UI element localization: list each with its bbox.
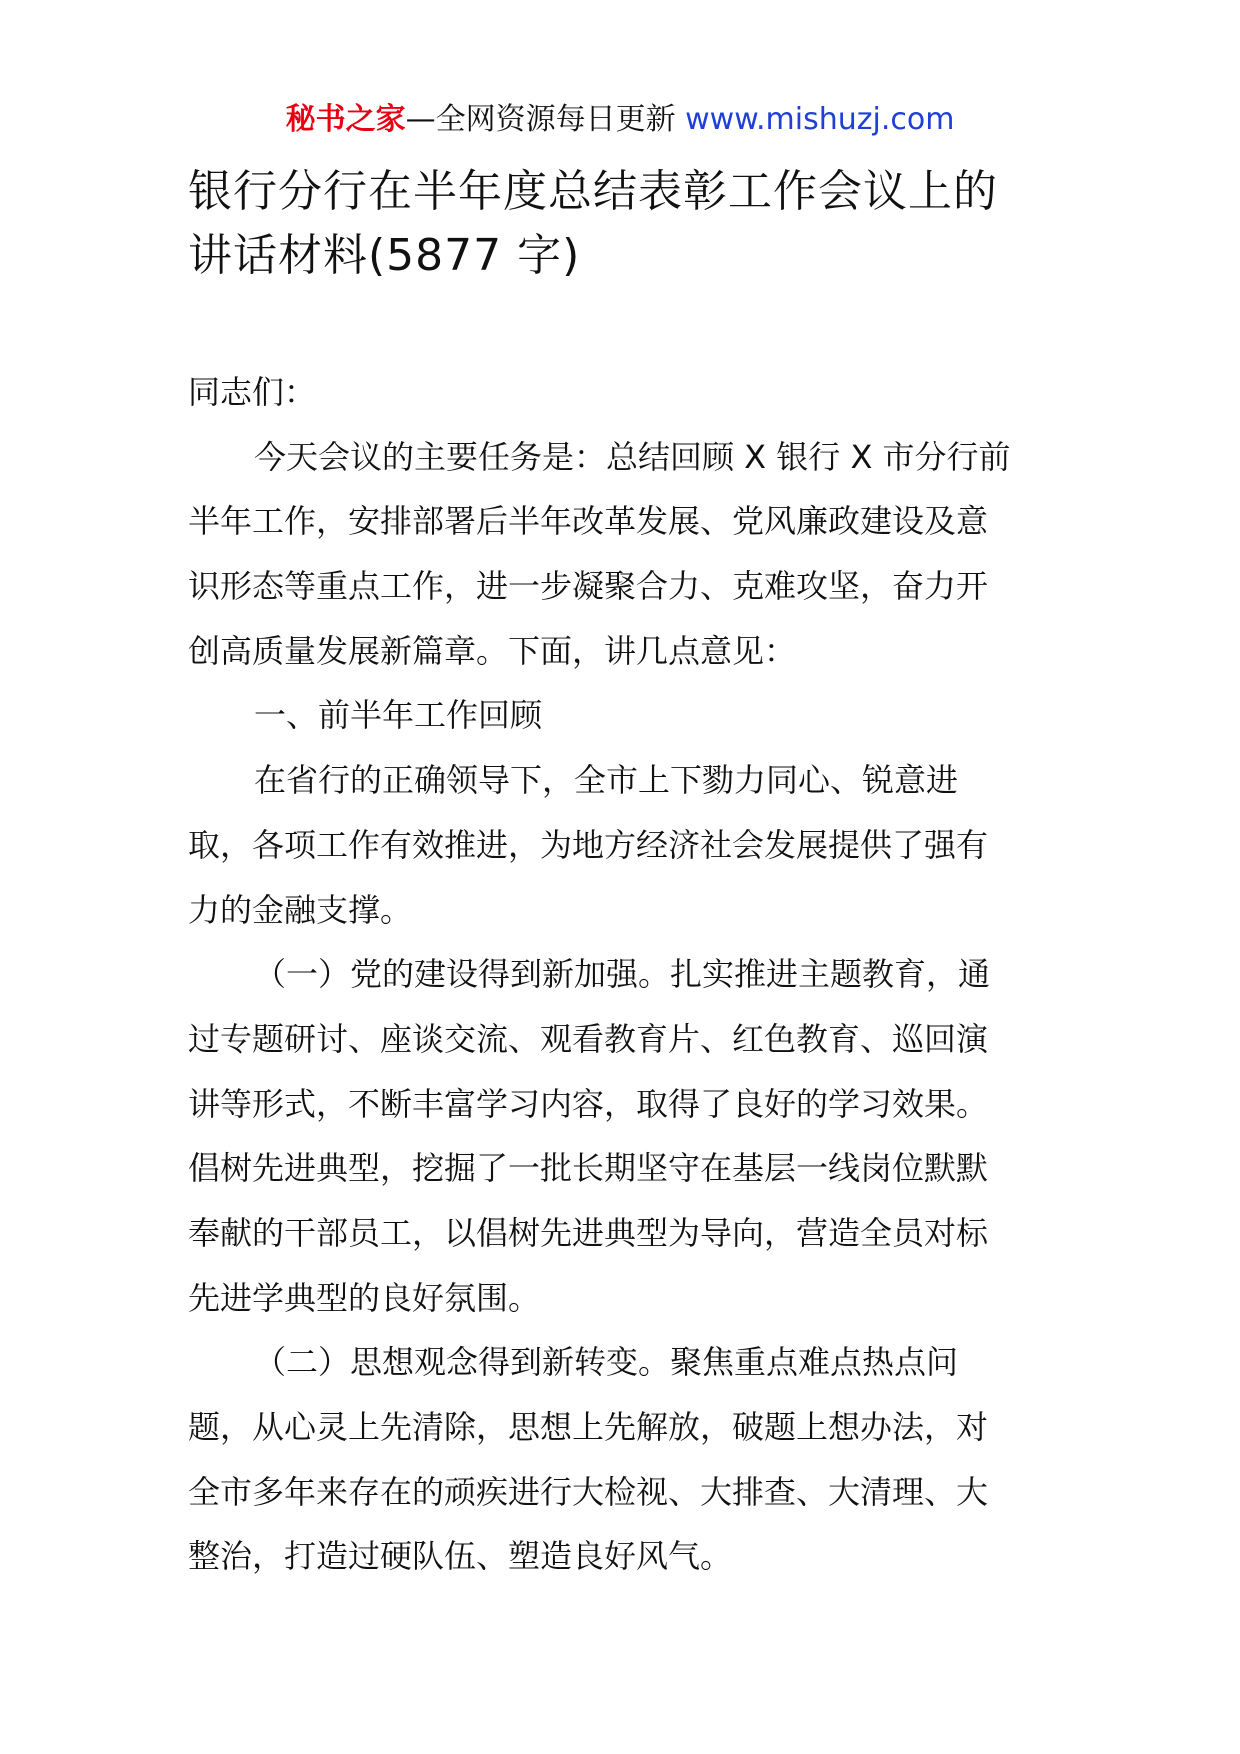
title-line-1: 银行分行在半年度总结表彰工作会议上的: [188, 166, 998, 217]
paragraph-line: 力的金融支撑。: [188, 890, 413, 929]
section-heading: 一、前半年工作回顾: [254, 696, 543, 735]
paragraph-line: 今天会议的主要任务是：总结回顾 X 银行 X 市分行前: [254, 437, 1011, 476]
site-header: [0, 100, 1240, 140]
header-tagline: —全网资源每日更新: [405, 102, 676, 137]
paragraph-line: 创高质量发展新篇章。下面，讲几点意见：: [188, 631, 797, 670]
salutation: 同志们：: [188, 373, 317, 411]
brand-name: 秘书之家: [285, 102, 406, 137]
paragraph-line: 取，各项工作有效推进，为地方经济社会发展提供了强有: [188, 825, 989, 864]
paragraph-line: 题，从心灵上先清除，思想上先解放，破题上想办法，对: [188, 1408, 989, 1446]
document-body: [188, 360, 1054, 1589]
paragraph-line: （一）党的建设得到新加强。扎实推进主题教育，通: [254, 955, 991, 994]
paragraph-line: 全市多年来存在的顽疾进行大检视、大排查、大清理、大: [188, 1472, 989, 1511]
paragraph-line: （二）思想观念得到新转变。聚焦重点难点热点问: [254, 1343, 959, 1382]
paragraph-line: 识形态等重点工作，进一步凝聚合力、克难攻坚，奋力开: [188, 567, 989, 606]
title-line-2: 讲话材料(5877 字): [188, 230, 581, 281]
paragraph-line: 半年工作，安排部署后半年改革发展、党风廉政建设及意: [188, 502, 989, 541]
paragraph-line: 先进学典型的良好氛围。: [188, 1278, 541, 1317]
site-url-link[interactable]: www.mishuzj.com: [685, 102, 955, 137]
paragraph-line: 整治，打造过硬队伍、塑造良好风气。: [188, 1537, 733, 1576]
paragraph-line: 在省行的正确领导下，全市上下勠力同心、锐意进: [254, 761, 959, 800]
paragraph-line: 奉献的干部员工，以倡树先进典型为导向，营造全员对标: [188, 1213, 989, 1252]
document-title: [188, 160, 1058, 288]
paragraph-line: 倡树先进典型，挖掘了一批长期坚守在基层一线岗位默默: [188, 1149, 989, 1188]
paragraph-line: 过专题研讨、座谈交流、观看教育片、红色教育、巡回演: [188, 1019, 989, 1058]
paragraph-line: 讲等形式，不断丰富学习内容，取得了良好的学习效果。: [188, 1084, 989, 1123]
